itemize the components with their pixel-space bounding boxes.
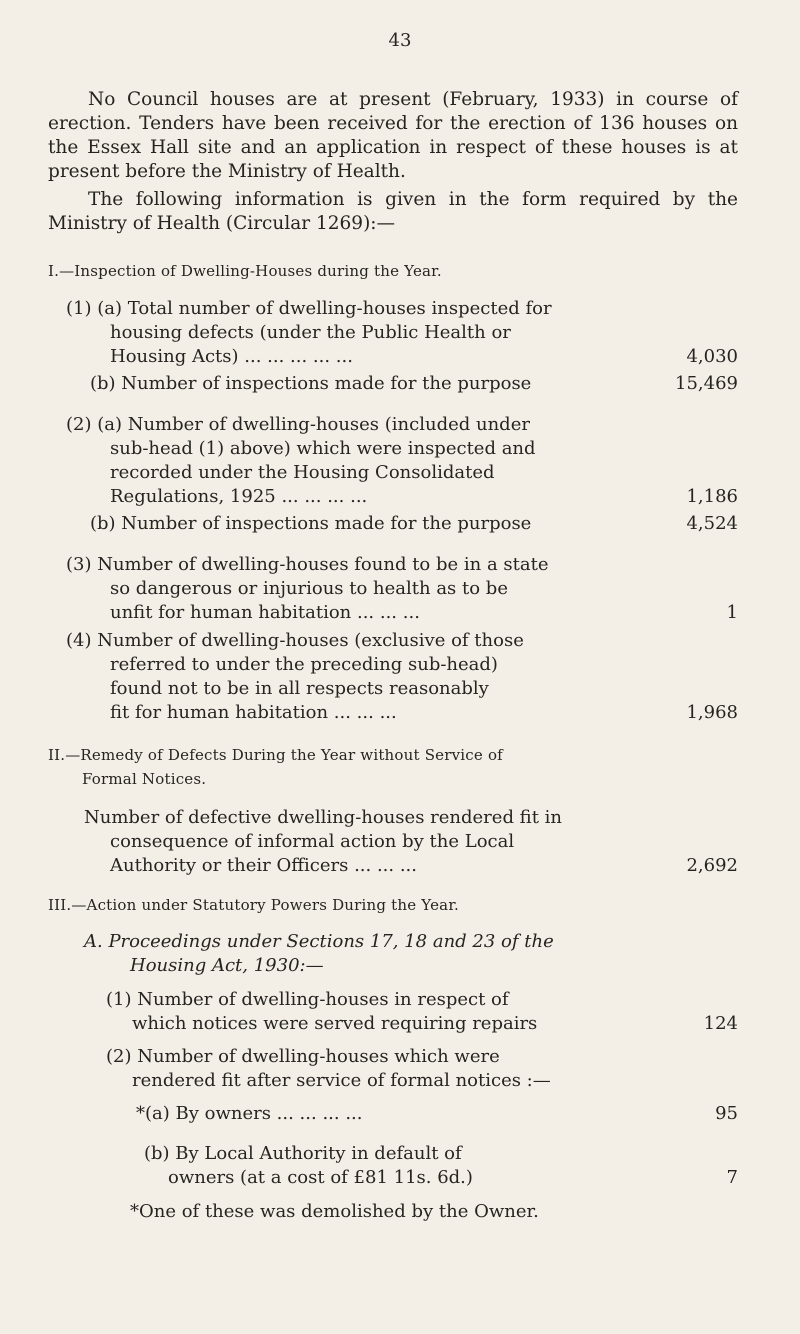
page-number: 43 — [388, 30, 412, 51]
item-1a-line-3: Housing Acts) ... ... ... ... ... — [110, 346, 353, 367]
item-1b-value: 15,469 — [675, 373, 738, 394]
item-1a-value: 4,030 — [686, 346, 738, 367]
section-2-line-1: Number of defective dwelling-houses rendered fit in — [84, 807, 562, 828]
item-2a-value: 1,186 — [686, 486, 738, 507]
section-3-item-2-line-2: rendered fit after service of formal notices :— — [132, 1070, 551, 1091]
section-3-item-2a-value: 95 — [715, 1103, 738, 1124]
item-2a-line-3: recorded under the Housing Consolidated — [110, 462, 495, 483]
item-1b-line-1: (b) Number of inspections made for the purpose — [90, 373, 532, 394]
section-2-value: 2,692 — [686, 855, 738, 876]
item-2a-line-1: (2) (a) Number of dwelling-houses (included under — [66, 414, 530, 435]
item-2a-line-2: sub-head (1) above) which were inspected and — [110, 438, 536, 459]
item-2a-line-4: Regulations, 1925 ... ... ... ... — [110, 486, 368, 507]
item-2b-line-1: (b) Number of inspections made for the purpose — [90, 513, 532, 534]
footnote: *One of these was demolished by the Owner. — [130, 1201, 539, 1222]
item-1a-line-1: (1) (a) Total number of dwelling-houses inspected for — [66, 298, 552, 319]
item-4-line-4: fit for human habitation ... ... ... — [110, 702, 397, 723]
item-4-line-3: found not to be in all respects reasonably — [110, 678, 489, 699]
section-3-item-2b-line-2: owners (at a cost of £81 11s. 6d.) — [168, 1167, 473, 1188]
section-3-item-2b-line-1: (b) By Local Authority in default of — [144, 1143, 462, 1164]
item-4-line-2: referred to under the preceding sub-head) — [110, 654, 498, 675]
section-3-item-1-value: 124 — [703, 1013, 738, 1034]
item-4-line-1: (4) Number of dwelling-houses (exclusive of those — [66, 630, 524, 651]
section-2-line-3: Authority or their Officers ... ... ... — [110, 855, 418, 876]
subsection-a-line-1: A. Proceedings under Sections 17, 18 and 23 of the — [84, 931, 554, 952]
section-3-item-2-line-1: (2) Number of dwelling-houses which were — [106, 1046, 500, 1067]
subsection-a-line-2: Housing Act, 1930:— — [130, 955, 324, 976]
item-3-line-3: unfit for human habitation ... ... ... — [110, 602, 420, 623]
section-2-heading-line-2: Formal Notices. — [82, 770, 207, 788]
intro-paragraph-1: No Council houses are at present (February, 1933) in course of erection. Tenders have been received for the erection of 136 houses on the Essex Hall site and an application in respect of these houses is at present before the Ministry of Health. — [48, 89, 738, 182]
item-3-value: 1 — [726, 602, 738, 623]
section-3-heading: III.—Action under Statutory Powers During the Year. — [48, 896, 460, 914]
section-1-heading: I.—Inspection of Dwelling-Houses during the Year. — [48, 262, 442, 280]
item-4-value: 1,968 — [686, 702, 738, 723]
section-2-heading-line-1: II.—Remedy of Defects During the Year without Service of — [48, 746, 503, 764]
section-3-item-1-line-2: which notices were served requiring repairs — [132, 1013, 538, 1034]
item-1a-line-2: housing defects (under the Public Health or — [110, 322, 511, 343]
item-3-line-1: (3) Number of dwelling-houses found to be in a state — [66, 554, 549, 575]
section-2-line-2: consequence of informal action by the Local — [110, 831, 515, 852]
section-3-item-2a-line-1: *(a) By owners ... ... ... ... — [136, 1103, 363, 1124]
section-3-item-1-line-1: (1) Number of dwelling-houses in respect of — [106, 989, 509, 1010]
section-3-item-2b-value: 7 — [726, 1167, 738, 1188]
item-3-line-2: so dangerous or injurious to health as to be — [110, 578, 508, 599]
intro-paragraph-2: The following information is given in the form required by the Ministry of Health (Circular 1269):— — [48, 189, 738, 234]
item-2b-value: 4,524 — [686, 513, 738, 534]
